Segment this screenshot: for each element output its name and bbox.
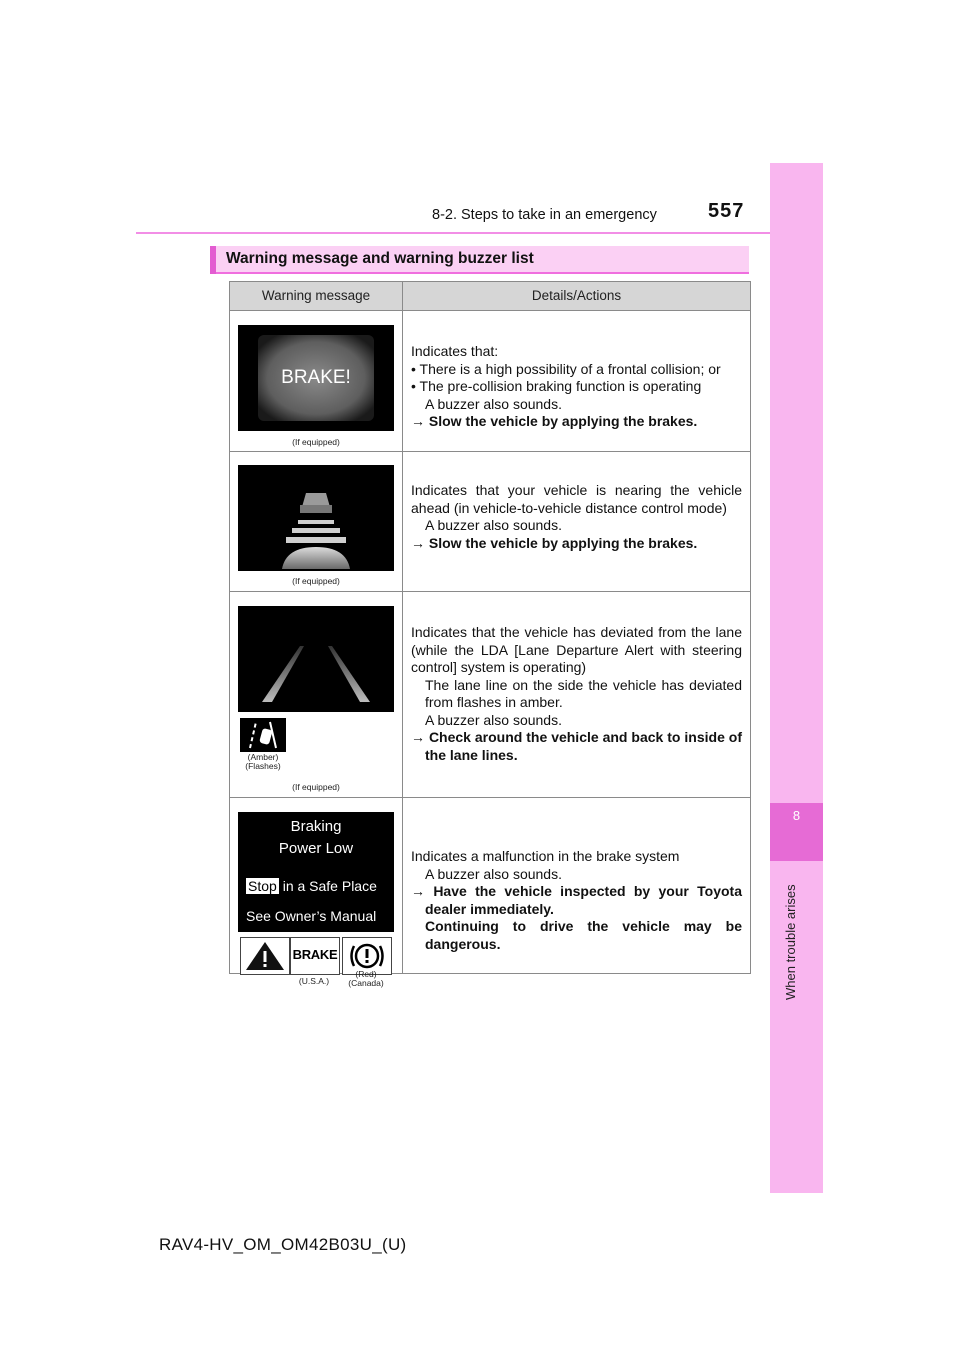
- usa-caption: (U.S.A.): [298, 976, 330, 986]
- lane-departure-indicator: [240, 718, 286, 752]
- warning-triangle-icon: [241, 938, 289, 974]
- header-rule: [136, 232, 823, 234]
- col-header-message: Warning message: [230, 282, 403, 310]
- if-equipped-caption: (If equipped): [292, 576, 340, 586]
- brake-text-icon: BRAKE: [292, 947, 338, 962]
- table-header: [230, 282, 750, 311]
- message-cell: [230, 311, 403, 451]
- section-heading: [210, 246, 749, 274]
- brake-text-icon-box: [290, 937, 340, 975]
- vehicle-ahead-icon: [238, 465, 394, 571]
- screen-line-power-low: Power Low: [278, 840, 354, 857]
- section-header: 8-2. Steps to take in an emergency: [432, 207, 657, 223]
- details-cell: [403, 311, 750, 451]
- details-cell: [403, 452, 750, 591]
- screen-line-safe-place: in a Safe Place: [282, 878, 377, 894]
- screen-line-braking: Braking: [290, 818, 342, 835]
- details-text: Indicates a malfunction in the brake system A buzzer also sounds. → Have the vehicle inspected by your Toyota dealer immediately. Continuing to drive the vehicle may be dangerous.: [411, 848, 742, 952]
- document-code: RAV4-HV_OM_OM42B03U_(U): [159, 1235, 407, 1254]
- col-header-details: Details/Actions: [531, 288, 622, 303]
- amber-caption: (Amber) (Flashes): [245, 752, 281, 771]
- heading-accent-bar: [210, 246, 216, 274]
- section-title: Warning message and warning buzzer list: [226, 250, 534, 267]
- message-cell: [230, 452, 403, 591]
- warning-table: [229, 281, 751, 974]
- message-cell: [230, 592, 403, 797]
- screen-line-stop: Stop: [248, 878, 277, 894]
- lane-lines-icon: [238, 606, 394, 712]
- brake-power-low-screen: [238, 812, 394, 932]
- details-cell: [403, 592, 750, 797]
- details-text: Indicates that your vehicle is nearing the vehicle ahead (in vehicle-to-vehicle distance control mode) A buzzer also sounds. → Slow the vehicle by applying the brakes.: [411, 482, 742, 551]
- chapter-label: When trouble arises: [783, 884, 798, 1000]
- details-cell: [403, 798, 750, 973]
- table-row: [230, 311, 750, 452]
- table-row: [230, 592, 750, 798]
- side-tab-strip: [770, 163, 823, 1193]
- distance-warning-screen: [238, 465, 394, 571]
- details-text: Indicates that: • There is a high possibility of a frontal collision; or • The pre-collision braking function is operating A buzzer also sounds. → Slow the vehicle by applying the brakes.: [411, 343, 721, 429]
- details-text: Indicates that the vehicle has deviated from the lane (while the LDA [Lane Departure Alert with steering control] system is operating) The lane line on the side the vehicle has deviated from flashes in amber. A buzzer also sounds. → Check around the vehicle and back to inside of the lane lines.: [411, 624, 742, 763]
- chapter-number-tab: 8: [770, 803, 823, 861]
- lane-departure-car-icon: [240, 718, 286, 752]
- lane-departure-screen: [238, 606, 394, 712]
- if-equipped-caption: (If equipped): [292, 437, 340, 447]
- if-equipped-caption: (If equipped): [292, 782, 340, 792]
- screen-line-owners-manual: See Owner’s Manual: [246, 908, 377, 924]
- message-cell: [230, 798, 403, 973]
- table-row: [230, 452, 750, 592]
- brake-screen-text: BRAKE!: [281, 367, 351, 388]
- table-row: [230, 798, 750, 973]
- red-canada-caption: (Red) (Canada): [348, 969, 384, 988]
- brake-warning-screen: [238, 325, 394, 431]
- warning-triangle-box: [240, 937, 290, 975]
- page-number: 557: [708, 200, 745, 222]
